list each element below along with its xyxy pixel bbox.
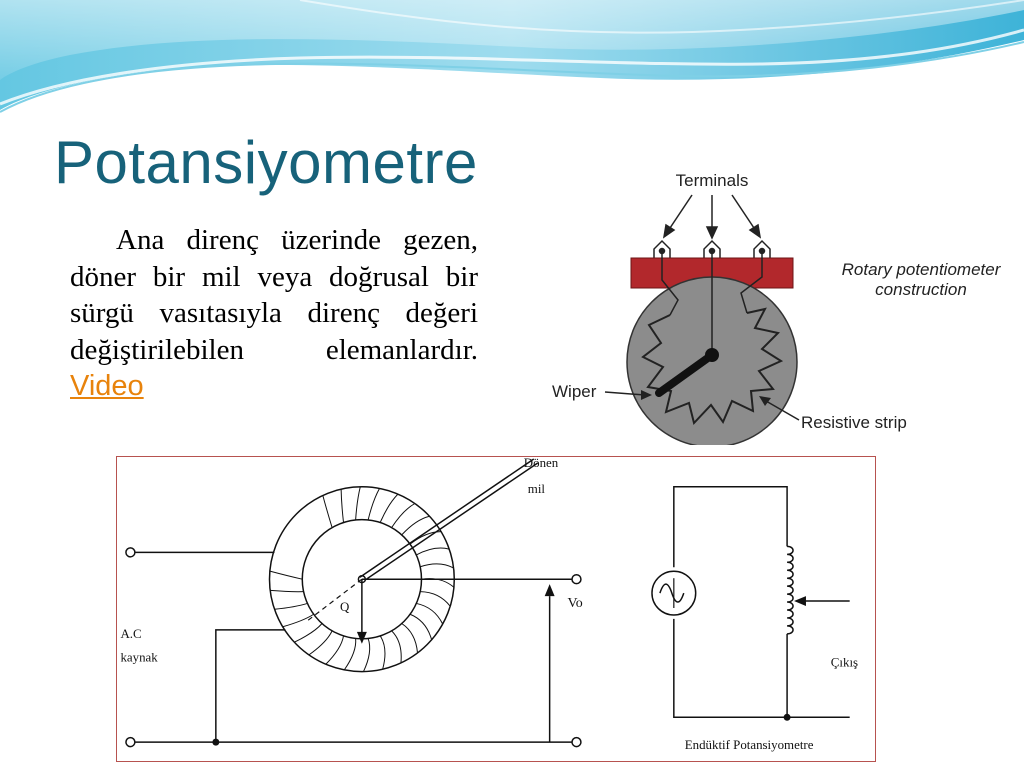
coil-symbol [787, 546, 793, 633]
resistive-strip-label: Resistive strip [801, 413, 907, 432]
toroid-winding-turn [275, 603, 308, 609]
rotary-caption-line1: Rotary potentiometer [841, 260, 1001, 279]
toroid-winding-turn [344, 639, 355, 670]
toroid-winding-turn [392, 503, 415, 527]
toroid-winding-turn [363, 639, 369, 672]
source-label-line1: A.C [120, 625, 142, 641]
video-link[interactable]: Video [70, 370, 144, 402]
output-label: Vo [567, 596, 583, 612]
shaft-label-line2: mil [527, 480, 546, 496]
inductive-schematic [652, 487, 850, 721]
inductive-caption: Endüktif Potansiyometre [684, 737, 814, 753]
toroid-winding-turn [368, 488, 379, 519]
toroid-winding-turn [392, 631, 402, 663]
rotating-shaft-edge [365, 463, 538, 580]
wiper-pivot [705, 348, 719, 362]
rotating-shaft [360, 459, 534, 577]
exit-label: Çıkış [830, 654, 859, 670]
toroid-winding-turn [420, 592, 450, 607]
vo-arrowhead [545, 584, 555, 596]
slide-body-paragraph [70, 222, 478, 405]
coil-return-lead [216, 630, 286, 742]
shaft-label-line1: Dönen [523, 456, 559, 470]
slide-title: Potansiyometre [54, 129, 478, 196]
toroid-winding-turn [323, 495, 332, 527]
input-terminal-bottom [126, 738, 135, 747]
junction-dot [212, 739, 219, 746]
toroid-winding-turn [410, 532, 441, 545]
body-text-content: Ana direnç üzerinde gezen, döner bir mil veya doğrusal bir sürgü vasıtasıyla direnç değeri değiştirilebilen elemanlardır. [70, 224, 478, 366]
output-terminal-bottom [572, 738, 581, 747]
toroid-winding-turn [420, 564, 453, 568]
toroid-winding-turn [309, 631, 332, 655]
rotary-potentiometer-figure [545, 165, 1024, 445]
toroid-winding-turn [380, 636, 385, 669]
wiper-down-arrowhead [357, 632, 367, 644]
toroid-winding-turn [416, 548, 449, 555]
toroid-winding-turn [294, 624, 322, 643]
wiper-label: Wiper [552, 382, 597, 401]
input-terminal-top [126, 548, 135, 557]
header-wave-decoration [0, 0, 1024, 120]
angle-label: Q [340, 598, 350, 614]
reference-dashed-line [307, 579, 362, 621]
tap-arrowhead [794, 596, 806, 606]
toroid-winding-turn [380, 494, 398, 522]
toroid-winding-turn [402, 624, 418, 654]
rotary-caption-line2: construction [875, 280, 967, 299]
toroid-winding-turn [270, 571, 302, 579]
coil-loops [787, 546, 793, 633]
output-terminal-top [572, 575, 581, 584]
source-label-line2: kaynak [120, 649, 158, 665]
inductive-potentiometer-figure [116, 456, 876, 762]
toroid-winding-turn [341, 489, 343, 522]
toroid-winding-turn [326, 636, 344, 664]
toroid-winding-turn [270, 590, 303, 591]
toroid-winding-turn [283, 614, 314, 627]
toroid-winding-turn [356, 487, 361, 520]
terminals-label: Terminals [675, 171, 749, 190]
